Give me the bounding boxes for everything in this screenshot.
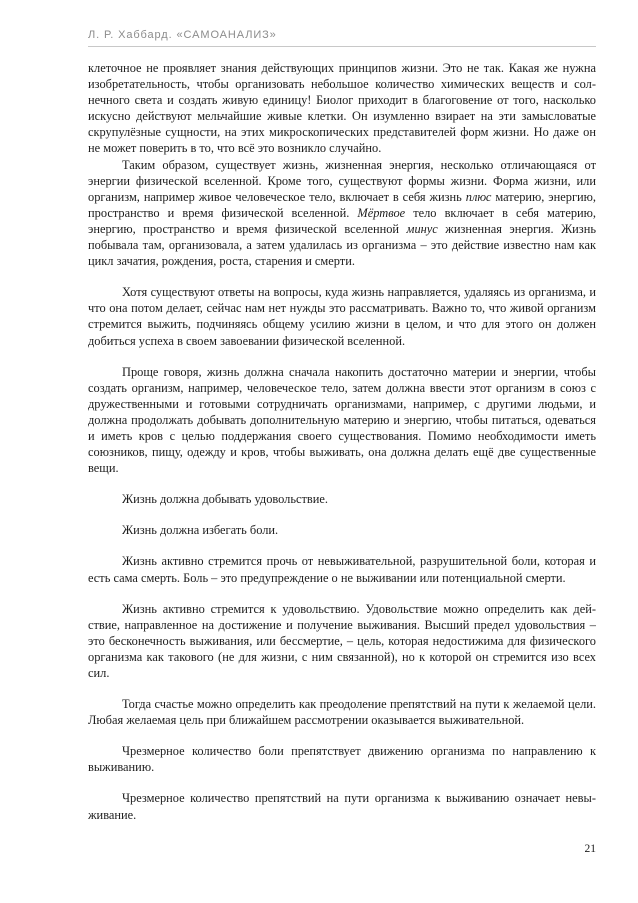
header-rule [88, 46, 596, 47]
running-header: Л. Р. Хаббард. «САМОАНАЛИЗ» [88, 29, 277, 41]
paragraph-pleasure: Жизнь должна добывать удовольствие. [122, 492, 329, 507]
page-body [88, 60, 596, 823]
paragraph-matter-energy: Проще говоря, жизнь должна сначала накопить достаточно материи и энергии, чтобы создать организм, например, человеческое тело, затем должна ввести этот организм в союз с дружественными и готовыми сотрудничать организмами, например, с другими людьми, и должна продолжать добывать дополнительную материю и энергию, чтобы питаться, одеваться и иметь кров с целью поддержания своего существования. Помимо необходимости иметь союзников, пищу, одежду и кров, чтобы выживать, она должна делать ещё две существенные вещи. [88, 364, 596, 476]
emphasis-dead: Мёртвое [357, 205, 406, 220]
emphasis-plus: плюс [465, 189, 492, 204]
text-run: материю, энергию, пространство и время физической вселенной. [88, 189, 597, 220]
paragraph-excess-obstacles: Чрезмерное количество препятствий на пути организма к выживанию означает невыживание. [88, 791, 596, 822]
page-number: 21 [584, 843, 596, 855]
text-run: жизненная энергия. Жизнь побывала там, организовала, а затем удалилась из организма – это действие известно нам как цикл зачатия, рождения, роста, старения и смерти. [88, 221, 596, 269]
paragraph-organism-survival: Хотя существуют ответы на вопросы, куда жизнь направляется, удаляясь из организма, и что она потом делает, сейчас нам нет нужды это рассматривать. Важно то, что живой организм стремится выжить, подчиняясь общему усилию жизни в целом, и что для этого он должен добиться успеха в своем завоевании физической вселенной. [88, 285, 596, 348]
paragraph-life-energy [88, 157, 596, 270]
paragraph-happiness: Тогда счастье можно определить как преодоление препятствий на пути к желаемой цели. Любая желаемая цель при ближайшем рассмотрении оказывается выживательной. [88, 697, 596, 728]
paragraph-pain-death: Жизнь активно стремится прочь от невыживательной, разрушительной боли, которая и есть сама смерть. Боль – это предупреждение о не выживании или потенциальной смерти. [88, 554, 596, 585]
paragraph-pleasure-definition: Жизнь активно стремится к удовольствию. Удовольствие можно определить как действие, направленное на достижение и получение выживания. Высший предел удовольствия – это бесконечность выживания, или бессмертие, – цель, которая недостижима для физического организма как такового (не для жизни, с ним связанной), но к которой он стремится изо всех сил. [88, 601, 596, 680]
paragraph-excess-pain: Чрезмерное количество боли препятствует движению организма по направлению к выживанию. [88, 744, 596, 775]
paragraph-avoid-pain: Жизнь должна избегать боли. [122, 523, 279, 538]
text-run: Таким образом, существует жизнь, жизненная энергия, несколько отличающаяся от энергии физической вселенной. Кроме того, существуют формы жизни. Форма жизни, или организм, например живое человеческое тело, включает в себя жизнь [88, 157, 596, 204]
emphasis-minus: минус [406, 221, 438, 236]
text-run: тело включает в себя материю, энергию, пространство и время физической вселенной [88, 205, 596, 236]
paragraph-continuation: клеточное не проявляет знания действующих принципов жизни. Это не так. Какая же нужна изобретательность, чтобы организовать небольшое количество химических веществ и солнечного света и создать живую единицу! Биолог приходит в благоговение от того, насколько искусно действуют мельчайшие живые клетки. Он изумленно взирает на эти замысловатые скрупулёзные сущности, на этих микроскопических представителей форм жизни. Но даже он не может поверить в то, что всё это возникло случайно. [88, 61, 596, 156]
